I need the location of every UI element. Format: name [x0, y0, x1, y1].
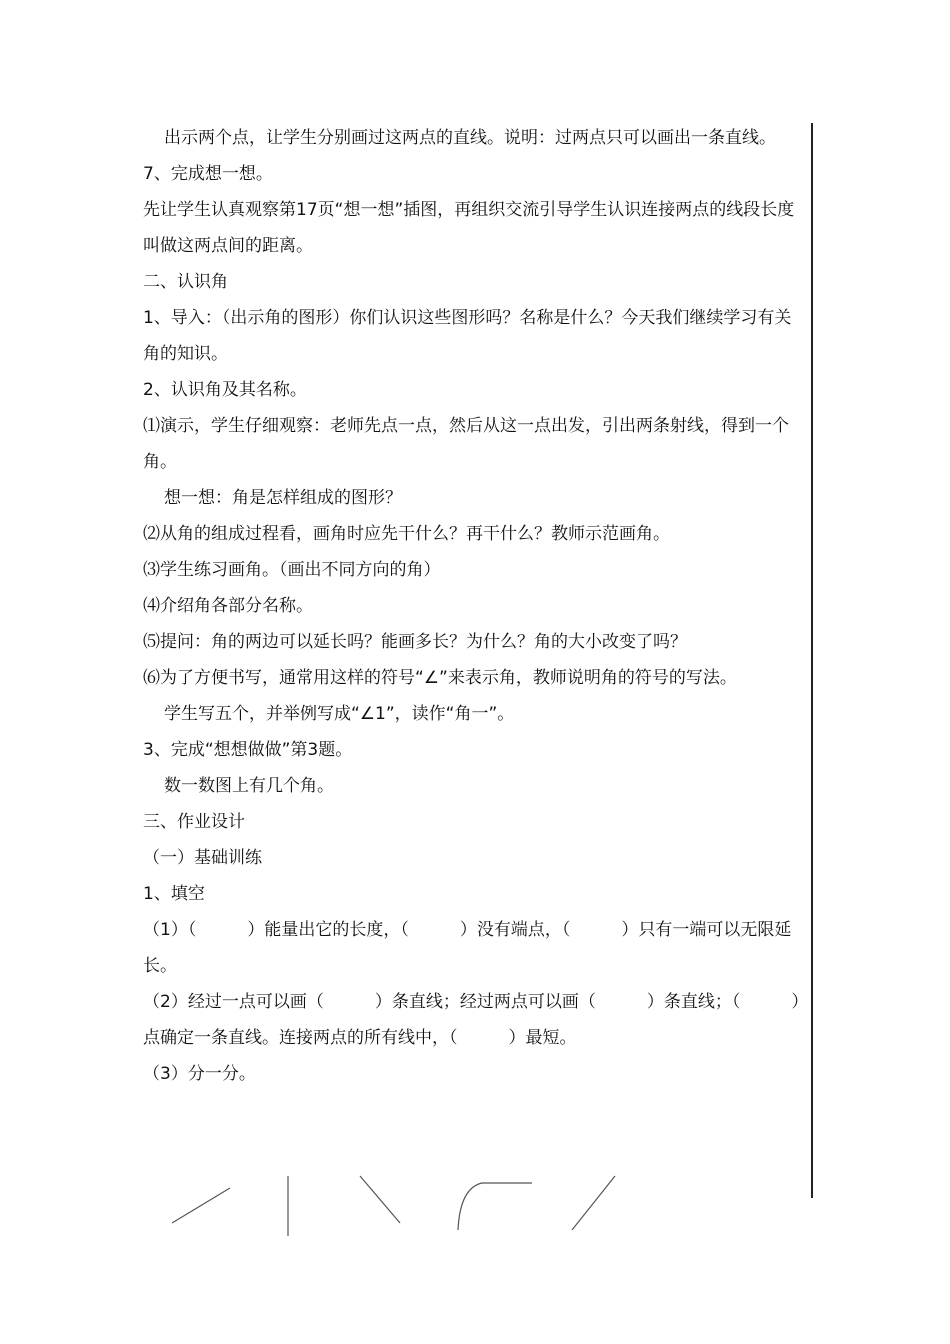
paragraph: （1）（ ）能量出它的长度，（ ）没有端点，（ ）只有一端可以无限延长。 [143, 920, 792, 976]
paragraph: 3、完成“想想做做”第3题。 [143, 740, 353, 760]
figure-rising-line [572, 1176, 615, 1230]
paragraph: 2、认识角及其名称。 [143, 380, 307, 400]
figure-slanted-line [172, 1188, 230, 1223]
document-body [143, 120, 808, 1092]
paragraph: 想一想：角是怎样组成的图形？ [164, 488, 402, 508]
paragraph: 二、认识角 [143, 272, 228, 292]
page-right-border [811, 123, 813, 1198]
paragraph: ⑸提问：角的两边可以延长吗？能画多长？为什么？角的大小改变了吗？ [143, 632, 687, 652]
figure-diagonal-line [360, 1176, 400, 1223]
paragraph: 学生写五个，并举例写成“∠1”，读作“角一”。 [164, 704, 515, 724]
paragraph: （2）经过一点可以画（ ）条直线；经过两点可以画（ ）条直线；（ ）点确定一条直线。连接两点的所有线中，（ ）最短。 [143, 992, 800, 1048]
paragraph: （3）分一分。 [143, 1064, 256, 1084]
paragraph: 1、填空 [143, 884, 205, 904]
paragraph: ⑵从角的组成过程看，画角时应先干什么？再干什么？教师示范画角。 [143, 524, 670, 544]
paragraph: 三、作业设计 [143, 812, 245, 832]
paragraph: ⑷介绍角各部分名称。 [143, 596, 313, 616]
paragraph: ⑶学生练习画角。（画出不同方向的角） [143, 560, 441, 580]
paragraph: ⑴演示，学生仔细观察：老师先点一点，然后从这一点出发，引出两条射线，得到一个角。 [143, 416, 789, 472]
paragraph: 先让学生认真观察第17页“想一想”插图，再组织交流引导学生认识连接两点的线段长度叫做这两点间的距离。 [143, 200, 795, 256]
paragraph: （一）基础训练 [143, 848, 262, 868]
paragraph: 出示两个点，让学生分别画过这两点的直线。说明：过两点只可以画出一条直线。 [164, 128, 776, 148]
shape-figures [160, 1168, 630, 1243]
paragraph: ⑹为了方便书写，通常用这样的符号“∠”来表示角，教师说明角的符号的写法。 [143, 668, 737, 688]
figure-curved-angle [458, 1183, 532, 1230]
paragraph: 数一数图上有几个角。 [164, 776, 334, 796]
paragraph: 1、导入：（出示角的图形）你们认识这些图形吗？名称是什么？今天我们继续学习有关角的知识。 [143, 308, 792, 364]
paragraph: 7、完成想一想。 [143, 164, 273, 184]
